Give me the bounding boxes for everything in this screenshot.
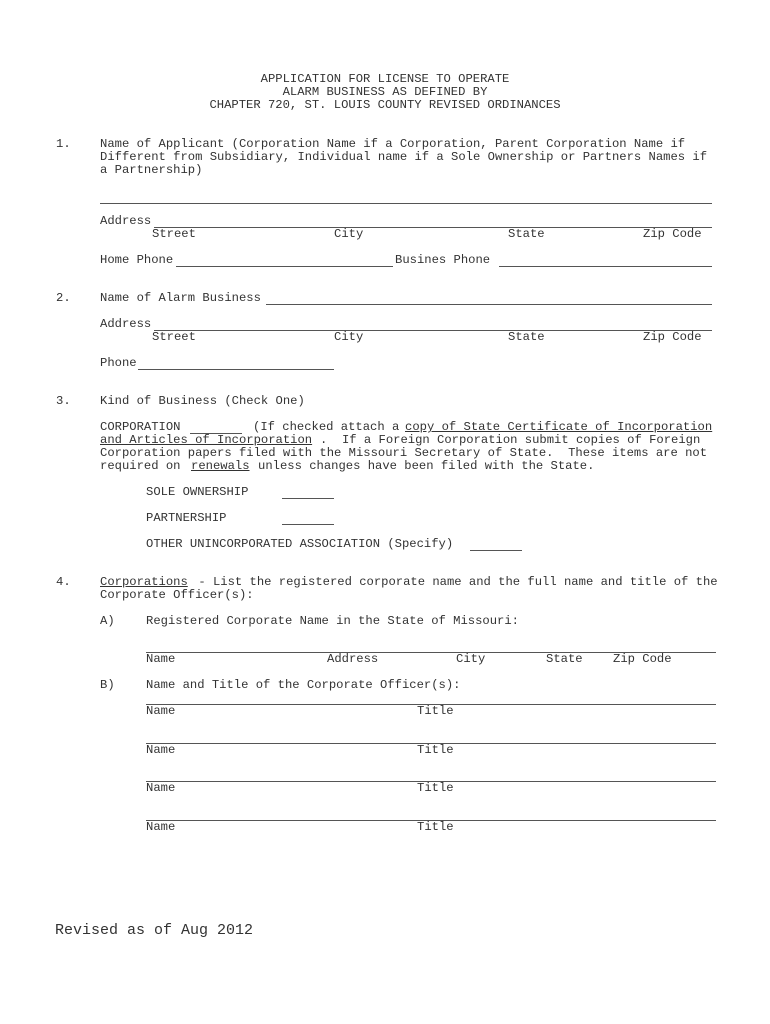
articles-link: and Articles of Incorporation [100,433,313,447]
s2-state-label: State [508,330,545,344]
officer-4-name-label: Name [146,820,176,834]
header-line-1: APPLICATION FOR LICENSE TO OPERATE [260,72,510,86]
section-4-number: 4. [56,575,71,589]
applicant-name-field[interactable] [100,203,712,204]
sole-ownership-label: SOLE OWNERSHIP [146,485,249,499]
other-association-field[interactable] [470,550,522,551]
s2-address-field[interactable] [154,330,712,331]
s1-address-field[interactable] [154,227,712,228]
s2-phone-label: Phone [100,356,137,370]
alarm-business-name-field[interactable] [266,304,712,305]
officer-3-title-label: Title [417,781,454,795]
certificate-link: copy of State Certificate of Incorporation [405,420,713,434]
corporation-text-2: . If a Foreign Corporation submit copies of Foreign [320,433,701,447]
a-zip-label: Zip Code [613,652,672,666]
kind-of-business-title: Kind of Business (Check One) [100,394,305,408]
section-1-number: 1. [56,137,71,151]
s2-zip-label: Zip Code [643,330,702,344]
corporations-heading: Corporations [100,575,188,589]
s2-city-label: City [334,330,364,344]
s2-phone-field[interactable] [138,369,334,370]
s1-zip-label: Zip Code [643,227,702,241]
corporation-text-4b: unless changes have been filed with the State. [258,459,595,473]
header-line-2: ALARM BUSINESS AS DEFINED BY [282,85,488,99]
officer-3-name-label: Name [146,781,176,795]
item-b-text: Name and Title of the Corporate Officer(s): [146,678,461,692]
s2-street-label: Street [152,330,196,344]
item-a-text: Registered Corporate Name in the State of Missouri: [146,614,519,628]
business-phone-field[interactable] [499,266,712,267]
other-association-label: OTHER UNINCORPORATED ASSOCIATION (Specify) [146,537,454,551]
sole-ownership-field[interactable] [282,498,334,499]
s1-city-label: City [334,227,364,241]
revised-date: Revised as of Aug 2012 [55,922,254,939]
corporation-text-3: Corporation papers filed with the Missouri Secretary of State. These items are not [100,446,708,460]
section-2-number: 2. [56,291,71,305]
section-4-text-line-1: - List the registered corporate name and the full name and title of the [191,575,718,589]
item-b-label: B) [100,678,115,692]
corporation-label: CORPORATION [100,420,181,434]
section-1-text-line-3: a Partnership) [100,163,203,177]
officer-1-name-label: Name [146,704,176,718]
officer-2-title-label: Title [417,743,454,757]
s1-state-label: State [508,227,545,241]
section-1-text-line-2: Different from Subsidiary, Individual name if a Sole Ownership or Partners Names if [100,150,708,164]
a-address-label: Address [327,652,379,666]
alarm-business-name-label: Name of Alarm Business [100,291,261,305]
s2-address-label: Address [100,317,152,331]
section-1-text-line-1: Name of Applicant (Corporation Name if a Corporation, Parent Corporation Name if [100,137,686,151]
a-state-label: State [546,652,583,666]
header-line-3: CHAPTER 720, ST. LOUIS COUNTY REVISED ORDINANCES [209,98,561,112]
s1-street-label: Street [152,227,196,241]
s1-address-label: Address [100,214,152,228]
corporation-text-4a: required on [100,459,181,473]
home-phone-label: Home Phone [100,253,174,267]
corporation-text-1: (If checked attach a [253,420,400,434]
officer-1-title-label: Title [417,704,454,718]
home-phone-field[interactable] [176,266,393,267]
partnership-field[interactable] [282,524,334,525]
section-3-number: 3. [56,394,71,408]
officer-4-title-label: Title [417,820,454,834]
section-4-text-line-2: Corporate Officer(s): [100,588,254,602]
partnership-label: PARTNERSHIP [146,511,227,525]
a-city-label: City [456,652,486,666]
officer-2-name-label: Name [146,743,176,757]
renewals-link: renewals [191,459,250,473]
item-a-label: A) [100,614,115,628]
business-phone-label: Busines Phone [395,253,491,267]
a-name-label: Name [146,652,176,666]
